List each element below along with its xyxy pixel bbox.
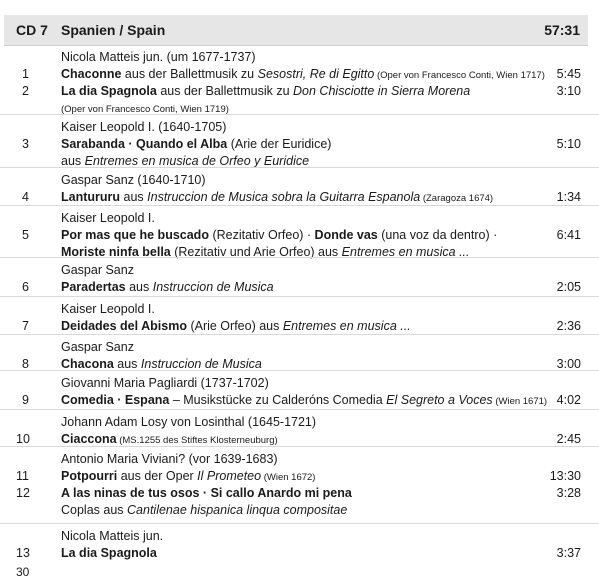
track-number: 4 [22,190,29,204]
track-group [0,446,599,524]
track-title [61,67,545,81]
text-fragment: Instruccion de Musica [140,357,262,371]
text-fragment: Cantilenae hispanica linqua compositae [127,503,348,517]
text-fragment: Instruccion de Musica sobra la Guitarra Espanola [147,190,421,204]
track-duration: 3:28 [556,486,581,500]
text-fragment: – Musikstücke zu Calderóns Comedia [169,393,387,407]
track-title [61,432,278,446]
composer-name: Giovanni Maria Pagliardi (1737-1702) [61,376,269,390]
track-group [0,45,599,114]
text-fragment: Potpourri [61,469,118,483]
track-duration: 2:36 [556,319,581,333]
text-fragment: (una voz da dentro) · [377,228,498,242]
composer-name: Kaiser Leopold I. (1640-1705) [61,120,227,134]
composer-name: Nicola Matteis jun. [61,529,164,543]
text-fragment: Chacona [61,357,114,371]
track-duration: 2:45 [556,432,581,446]
track-title [61,319,411,333]
track-title [61,393,547,407]
text-fragment: Sesostri, Re di Egitto [257,67,375,81]
track-duration: 6:41 [556,228,581,242]
text-fragment: Deidades del Abismo [61,319,187,333]
composer-name: Gaspar Sanz [61,340,134,354]
cd-total-duration: 57:31 [544,22,580,38]
track-title [61,280,274,294]
track-number: 1 [22,67,29,81]
track-number: 12 [16,486,30,500]
text-fragment: Il Prometeo [197,469,262,483]
cd-number: CD 7 [16,22,48,38]
text-fragment: (Oper von Francesco Conti, Wien 1719) [61,104,229,115]
track-duration: 3:37 [556,546,581,560]
track-subline [61,154,309,168]
track-row [0,486,599,503]
track-number: 2 [22,84,29,98]
text-fragment: aus der Ballettmusik zu [156,84,294,98]
track-duration: 4:02 [556,393,581,407]
composer-name: Gaspar Sanz [61,263,134,277]
track-title [61,228,497,242]
track-group [0,409,599,447]
text-fragment: (Wien 1671) [492,396,548,407]
track-number: 8 [22,357,29,371]
text-fragment: Instruccion de Musica [152,280,274,294]
text-fragment: Chaconne [61,67,122,81]
composer-name: Nicola Matteis jun. (um 1677-1737) [61,50,256,64]
track-group [0,370,599,410]
track-duration: 5:10 [556,137,581,151]
track-number: 7 [22,319,29,333]
track-title [61,357,262,371]
cd-title: Spanien / Spain [61,22,166,38]
track-row [0,84,599,101]
track-row [0,280,599,297]
page-number: 30 [16,565,30,579]
text-fragment: Sarabanda · Quando el Alba [61,137,228,151]
track-row [0,67,599,84]
cd-header [4,15,588,46]
text-fragment: (Oper von Francesco Conti, Wien 1717) [374,70,545,81]
track-duration: 3:00 [556,357,581,371]
track-duration: 1:34 [556,190,581,204]
track-duration: 3:10 [556,84,581,98]
text-fragment: La dia Spagnola [61,84,157,98]
track-row [0,469,599,486]
text-fragment: Moriste ninfa bella [61,245,171,259]
text-fragment: aus [120,190,148,204]
track-group [0,167,599,206]
composer-name: Antonio Maria Viviani? (vor 1639-1683) [61,452,278,466]
text-fragment: Entremes en musica de Orfeo y Euridice [84,154,310,168]
track-number: 5 [22,228,29,242]
text-fragment: Lantururu [61,190,121,204]
text-fragment: aus der Oper [117,469,198,483]
track-group [0,257,599,297]
track-row [0,137,599,154]
track-group [0,296,599,335]
text-fragment: Paradertas [61,280,126,294]
track-number: 6 [22,280,29,294]
track-duration: 13:30 [549,469,581,483]
track-row [0,228,599,245]
text-fragment: (Zaragoza 1674) [420,193,494,204]
composer-name: Kaiser Leopold I. [61,211,155,225]
track-title [61,84,470,98]
text-fragment: Entremes en musica ... [341,245,470,259]
text-fragment: Ciaccona [61,432,117,446]
text-fragment: Comedia · Espana [61,393,170,407]
text-fragment: Entremes en musica ... [282,319,411,333]
track-title [61,190,493,204]
text-fragment: (MS.1255 des Stiftes Klosterneuburg) [116,435,278,446]
text-fragment: Coplas aus [61,503,128,517]
composer-name: Kaiser Leopold I. [61,302,155,316]
text-fragment: La dia Spagnola [61,546,157,560]
track-number: 9 [22,393,29,407]
track-number: 3 [22,137,29,151]
track-group [0,523,599,564]
track-number: 10 [16,432,30,446]
track-number: 11 [16,469,29,483]
text-fragment: (Rezitativ Orfeo) · [208,228,315,242]
track-group [0,334,599,371]
composer-name: Gaspar Sanz (1640-1710) [61,173,206,187]
track-subline [61,503,347,517]
text-fragment: A las ninas de tus osos · Si callo Anardo mi pena [61,486,352,500]
text-fragment: Donde vas [314,228,378,242]
track-row [0,546,599,563]
text-fragment: (Arie der Euridice) [227,137,332,151]
text-fragment: aus [125,280,153,294]
text-fragment: aus [113,357,141,371]
track-title [61,469,315,483]
text-fragment: aus der Ballettmusik zu [121,67,258,81]
text-fragment: El Segreto a Voces [386,393,493,407]
text-fragment: (Arie Orfeo) aus [186,319,283,333]
track-number: 13 [16,546,30,560]
track-title [61,486,352,500]
track-subline [61,101,229,115]
track-row [0,393,599,410]
track-duration: 5:45 [556,67,581,81]
text-fragment: Por mas que he buscado [61,228,209,242]
text-fragment: Don Chisciotte in Sierra Morena [293,84,471,98]
text-fragment: (Rezitativ und Arie Orfeo) aus [170,245,342,259]
track-group [0,205,599,258]
track-duration: 2:05 [556,280,581,294]
track-title [61,137,331,151]
composer-name: Johann Adam Losy von Losinthal (1645-1721) [61,415,317,429]
track-group [0,114,599,168]
track-title [61,546,157,560]
text-fragment: aus [61,154,85,168]
text-fragment: (Wien 1672) [261,472,316,483]
